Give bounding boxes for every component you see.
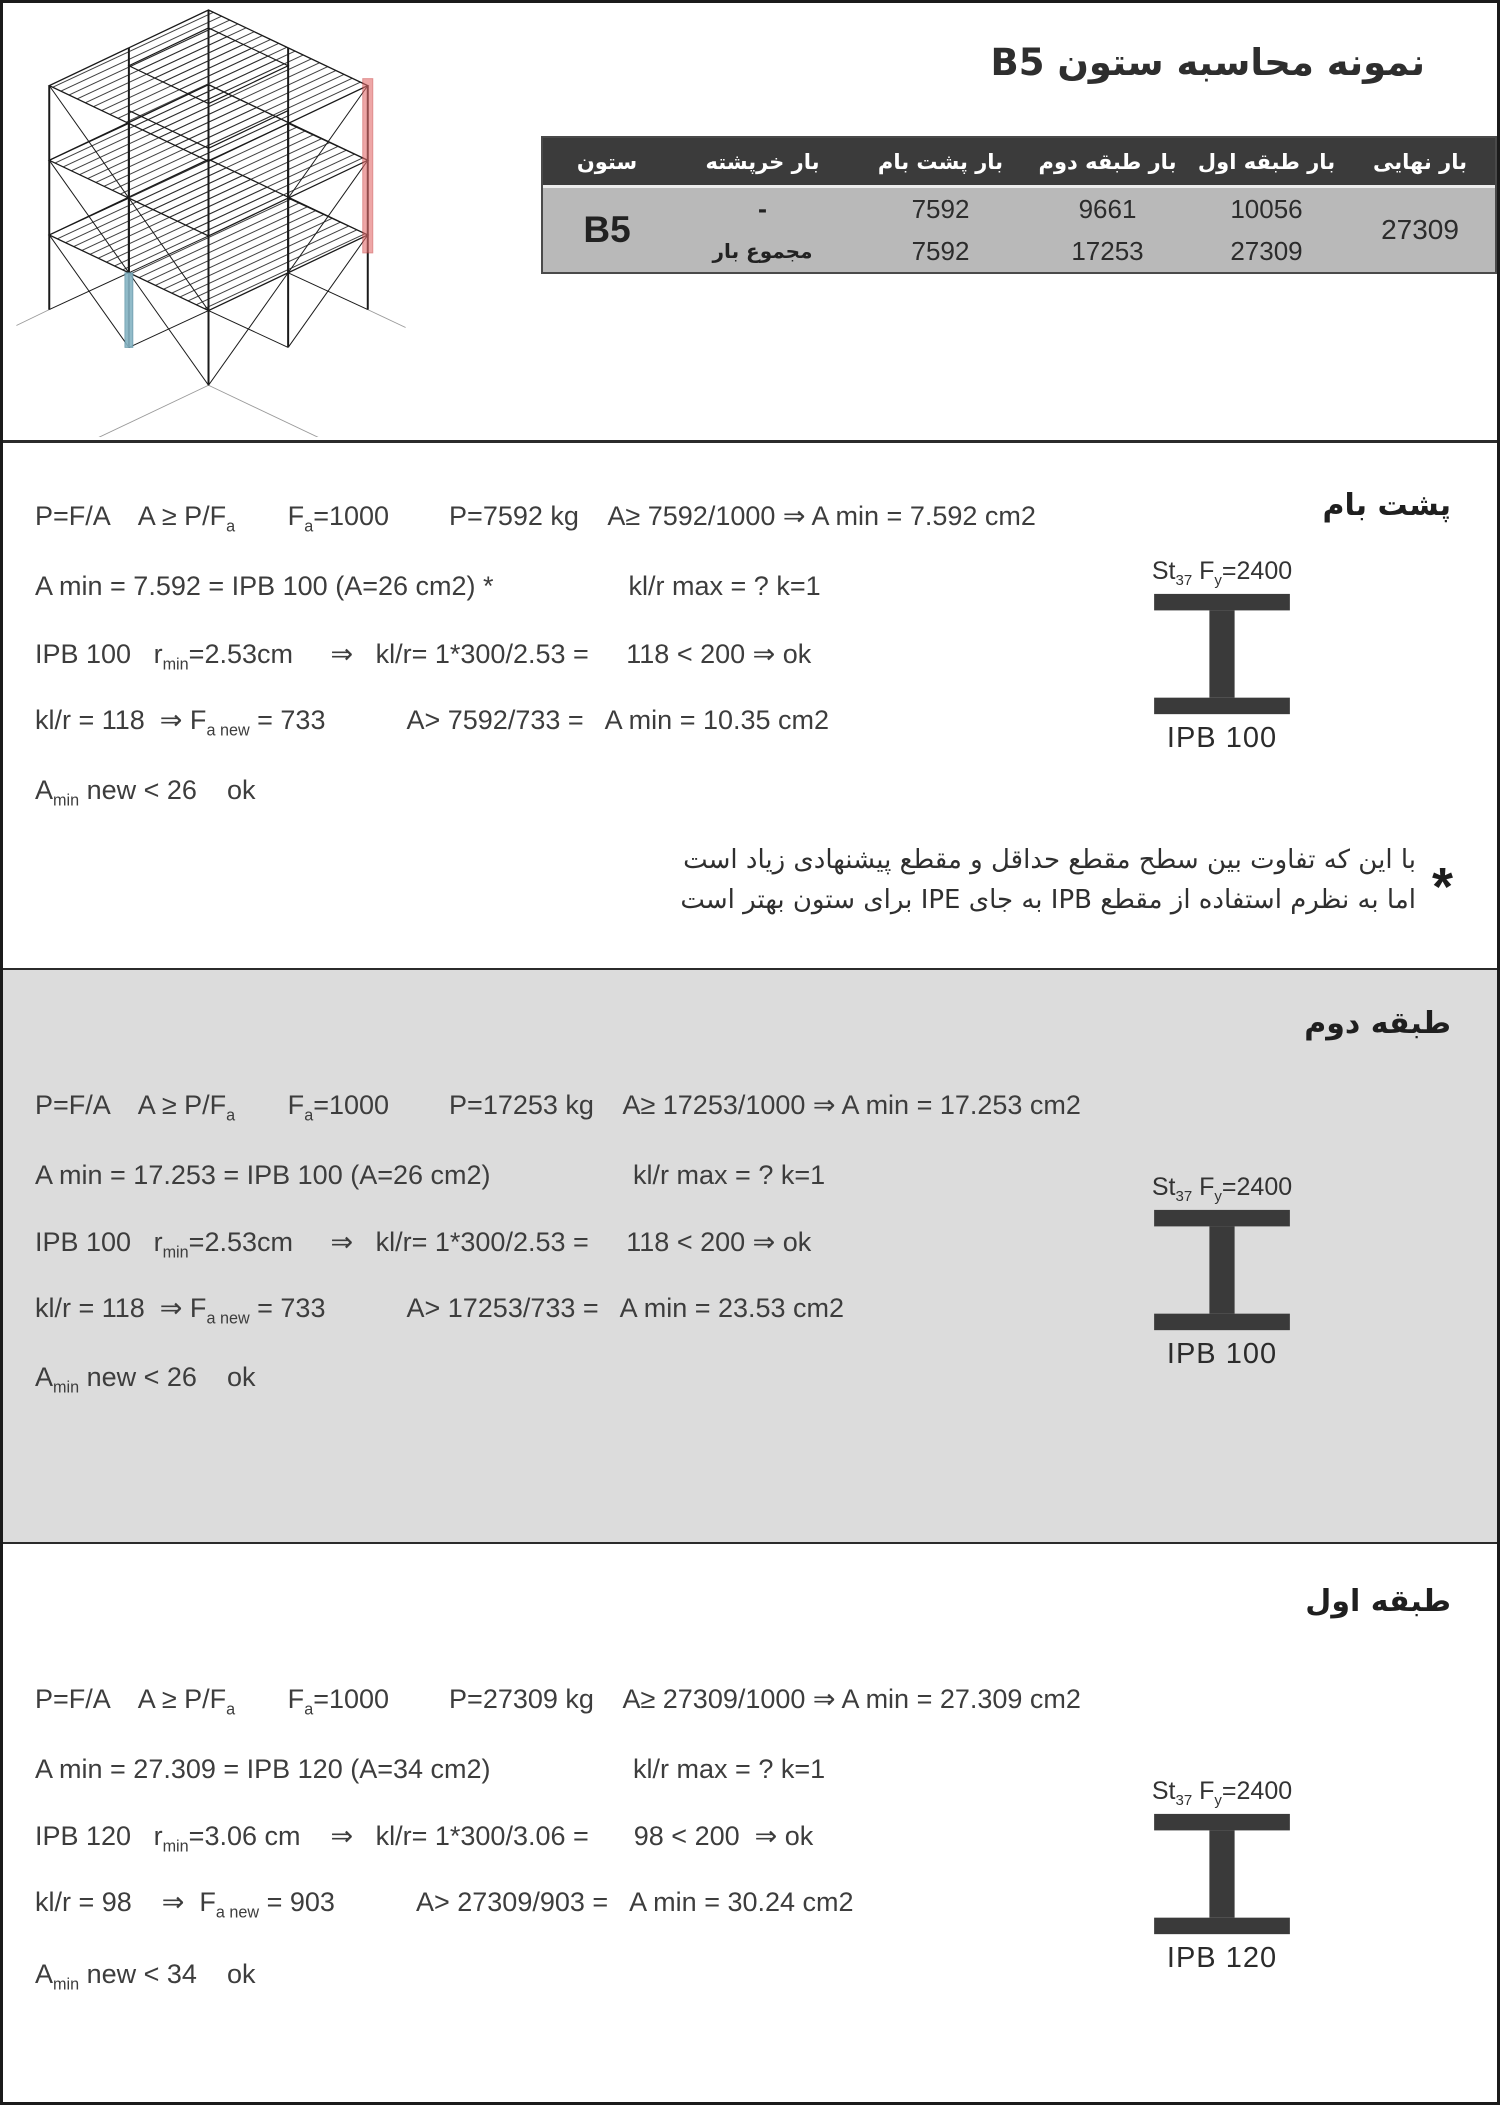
- ipb-beam-icon: [1152, 1811, 1292, 1939]
- section-first-floor: [3, 1544, 1497, 2105]
- formula-line: kl/r = 98 ⇒ $F_{a new} = 903$ A> 27309/903 = A min = 30.24 cm2: [35, 1887, 854, 1922]
- highlighted-column-blue: [125, 273, 133, 348]
- formula-line: IPB 100 $r_{min}=2.53cm$ ⇒ kl/r= 1*300/2.53 = 118 < 200 ⇒ ok: [35, 1227, 812, 1262]
- ipb-beam-icon: [1152, 591, 1292, 719]
- story2-load-cell: 9661: [1078, 193, 1137, 224]
- story2-cumulative-cell: 17253: [1071, 235, 1144, 266]
- ipb-beam-icon: [1152, 1207, 1292, 1335]
- formula-line: A min = 17.253 = IPB 100 (A=26 cm2) kl/r max = ? k=1: [35, 1160, 826, 1190]
- formula-line: kl/r = 118 ⇒ $F_{a new} = 733$ A> 7592/733 = A min = 10.35 cm2: [35, 705, 830, 740]
- footnote-line: با این که تفاوت بین سطح مقطع حداقل و مقطع پیشنهادی زیاد است: [683, 845, 1416, 875]
- formula-line: kl/r = 118 ⇒ $F_{a new} = 733$ A> 17253/733 = A min = 23.53 cm2: [35, 1293, 845, 1328]
- formula-line: $A_{min}$ new < 26 ok: [35, 775, 256, 810]
- final-load-cell: 27309: [1381, 214, 1459, 245]
- formula-line: $A_{min}$ new < 26 ok: [35, 1362, 256, 1397]
- beam-section-block: [1147, 1173, 1297, 1371]
- asterisk-icon: *: [1431, 857, 1453, 917]
- header-roof-load: بار پشت بام: [877, 149, 1004, 174]
- beam-profile-label: IPB 100: [1166, 1338, 1278, 1370]
- column-id-cell: B5: [583, 209, 631, 250]
- formula-line: A min = 27.309 = IPB 120 (A=34 cm2) kl/r max = ? k=1: [35, 1754, 826, 1784]
- header-truss-load: بار خرپشته: [705, 149, 820, 174]
- highlighted-column-red: [363, 79, 373, 253]
- header-column: ستون: [576, 149, 638, 174]
- section-roof: [3, 440, 1497, 968]
- load-table-header-row: [543, 138, 1495, 185]
- section-title: پشت بام: [1322, 488, 1451, 523]
- story1-cumulative-cell: 27309: [1230, 235, 1303, 266]
- beam-section-block: [1147, 557, 1297, 755]
- footnote-line: اما به نظرم استفاده از مقطع IPB به جای IPE برای ستون بهتر است: [680, 885, 1416, 915]
- total-load-label: مجموع بار: [712, 239, 813, 263]
- ground-lines: [16, 310, 405, 437]
- section-second-floor: [3, 968, 1497, 1544]
- story1-load-cell: 10056: [1230, 193, 1303, 224]
- steel-grade-label: $St_{37}$ $F_y=2400$: [1151, 557, 1293, 589]
- steel-grade-label: $St_{37}$ $F_y=2400$: [1151, 1777, 1293, 1809]
- section-title: طبقه دوم: [1304, 1006, 1451, 1041]
- load-table: [541, 136, 1497, 274]
- steel-grade-label: $St_{37}$ $F_y=2400$: [1151, 1173, 1293, 1205]
- roof-cumulative-cell: 7592: [911, 235, 970, 266]
- formula-line: P=F/A $A \ge P/F_a$ $F_a=1000$ P=17253 kg A≥ 17253/1000 ⇒ A min = 17.253 cm2: [35, 1090, 1081, 1125]
- beam-section-block: [1147, 1777, 1297, 1975]
- load-table-body: [543, 185, 1495, 272]
- header-story1-load: بار طبقه اول: [1197, 149, 1336, 174]
- header-story2-load: بار طبقه دوم: [1038, 149, 1177, 174]
- formula-line: IPB 120 $r_{min}=3.06$ cm ⇒ kl/r= 1*300/3.06 = 98 < 200 ⇒ ok: [35, 1821, 814, 1856]
- formula-line: P=F/A $A \ge P/F_a$ $F_a=1000$ P=7592 kg A≥ 7592/1000 ⇒ A min = 7.592 cm2: [35, 501, 1036, 536]
- header-final-load: بار نهایی: [1373, 149, 1467, 174]
- footnote-lines: [680, 845, 1416, 915]
- formula-line: A min = 7.592 = IPB 100 (A=26 cm2) * kl/r max = ? k=1: [35, 571, 821, 601]
- page-title: نمونه محاسبه ستون B5: [990, 41, 1425, 84]
- formula-line: IPB 100 $r_{min}=2.53cm$ ⇒ kl/r= 1*300/2.53 = 118 < 200 ⇒ ok: [35, 639, 812, 674]
- truss-load-cell: -: [758, 193, 767, 224]
- formula-line: $A_{min}$ new < 34 ok: [35, 1959, 256, 1994]
- formula-line: P=F/A $A \ge P/F_a$ $F_a=1000$ P=27309 kg A≥ 27309/1000 ⇒ A min = 27.309 cm2: [35, 1684, 1081, 1719]
- roof-load-cell: 7592: [911, 193, 970, 224]
- building-3d-drawing: [11, 9, 411, 437]
- section-title: طبقه اول: [1305, 1584, 1451, 1619]
- beam-profile-label: IPB 100: [1166, 722, 1278, 754]
- footnote: [680, 845, 1453, 915]
- beam-profile-label: IPB 120: [1166, 1942, 1278, 1974]
